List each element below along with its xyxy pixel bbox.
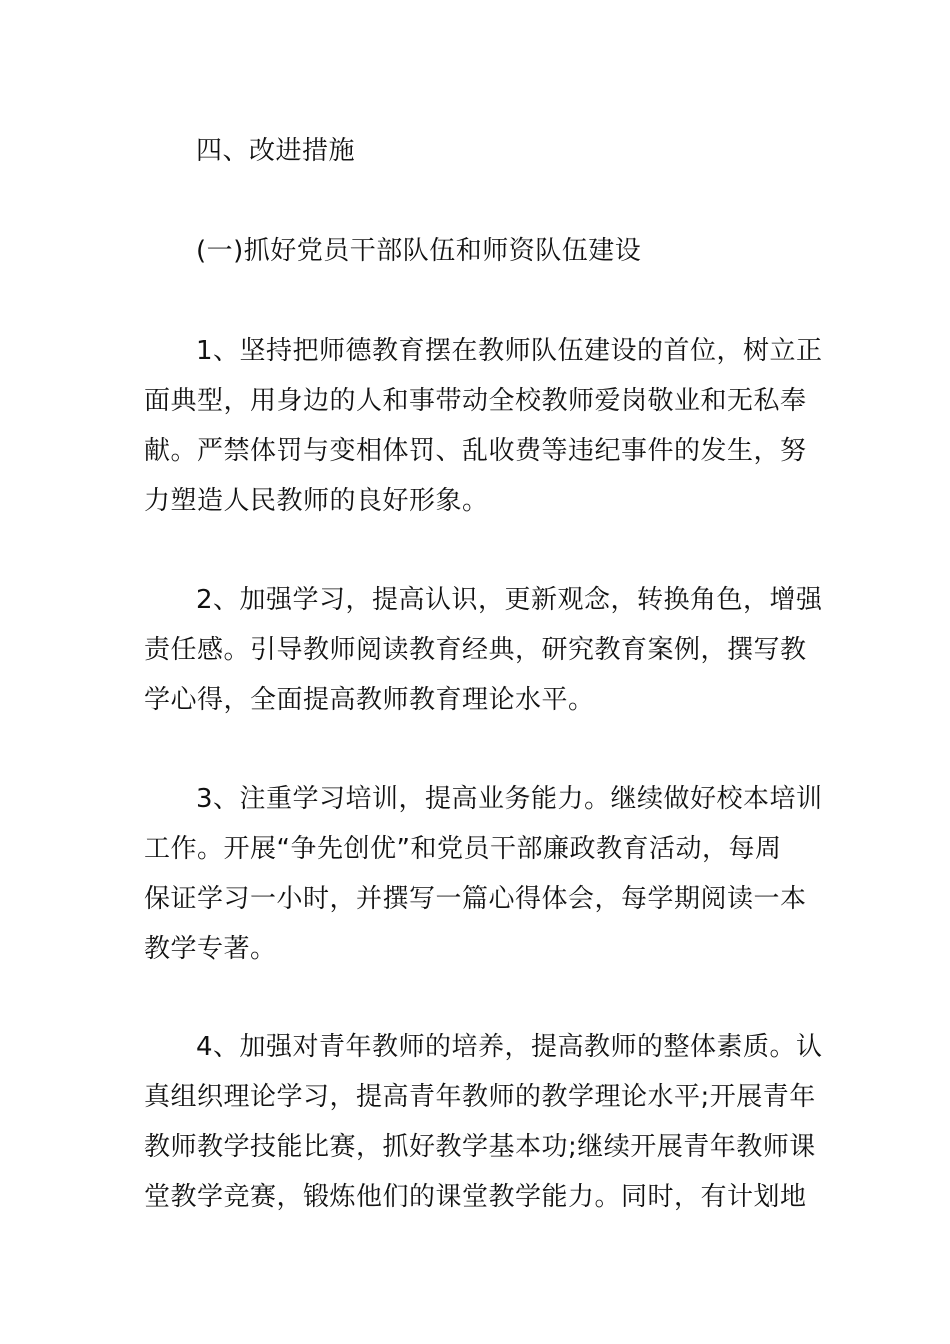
section-heading: 四、改进措施 xyxy=(196,136,356,166)
paragraph-line: 1、坚持把师德教育摆在教师队伍建设的首位，树立正 xyxy=(196,336,823,366)
paragraph-line: 3、注重学习培训，提高业务能力。继续做好校本培训 xyxy=(196,784,823,814)
paragraph-line: 面典型，用身边的人和事带动全校教师爱岗敬业和无私奉 xyxy=(144,386,807,416)
paragraph-line: 献。严禁体罚与变相体罚、乱收费等违纪事件的发生，努 xyxy=(144,436,807,466)
subsection-heading: (一)抓好党员干部队伍和师资队伍建设 xyxy=(196,236,642,266)
paragraph-line: 堂教学竞赛，锻炼他们的课堂教学能力。同时，有计划地 xyxy=(144,1182,807,1212)
paragraph-line: 2、加强学习，提高认识，更新观念，转换角色，增强 xyxy=(196,585,823,615)
paragraph-line: 学心得，全面提高教师教育理论水平。 xyxy=(144,685,595,715)
paragraph-line: 责任感。引导教师阅读教育经典，研究教育案例，撰写教 xyxy=(144,635,807,665)
paragraph-line: 教师教学技能比赛，抓好教学基本功;继续开展青年教师课 xyxy=(144,1132,816,1162)
paragraph-line: 教学专著。 xyxy=(144,934,277,964)
paragraph-line: 工作。开展“争先创优”和党员干部廉政教育活动，每周 xyxy=(144,834,782,864)
paragraph-line: 真组织理论学习，提高青年教师的教学理论水平;开展青年 xyxy=(144,1082,816,1112)
paragraph-line: 4、加强对青年教师的培养，提高教师的整体素质。认 xyxy=(196,1032,823,1062)
paragraph-line: 保证学习一小时，并撰写一篇心得体会，每学期阅读一本 xyxy=(144,884,807,914)
paragraph-line: 力塑造人民教师的良好形象。 xyxy=(144,486,489,516)
